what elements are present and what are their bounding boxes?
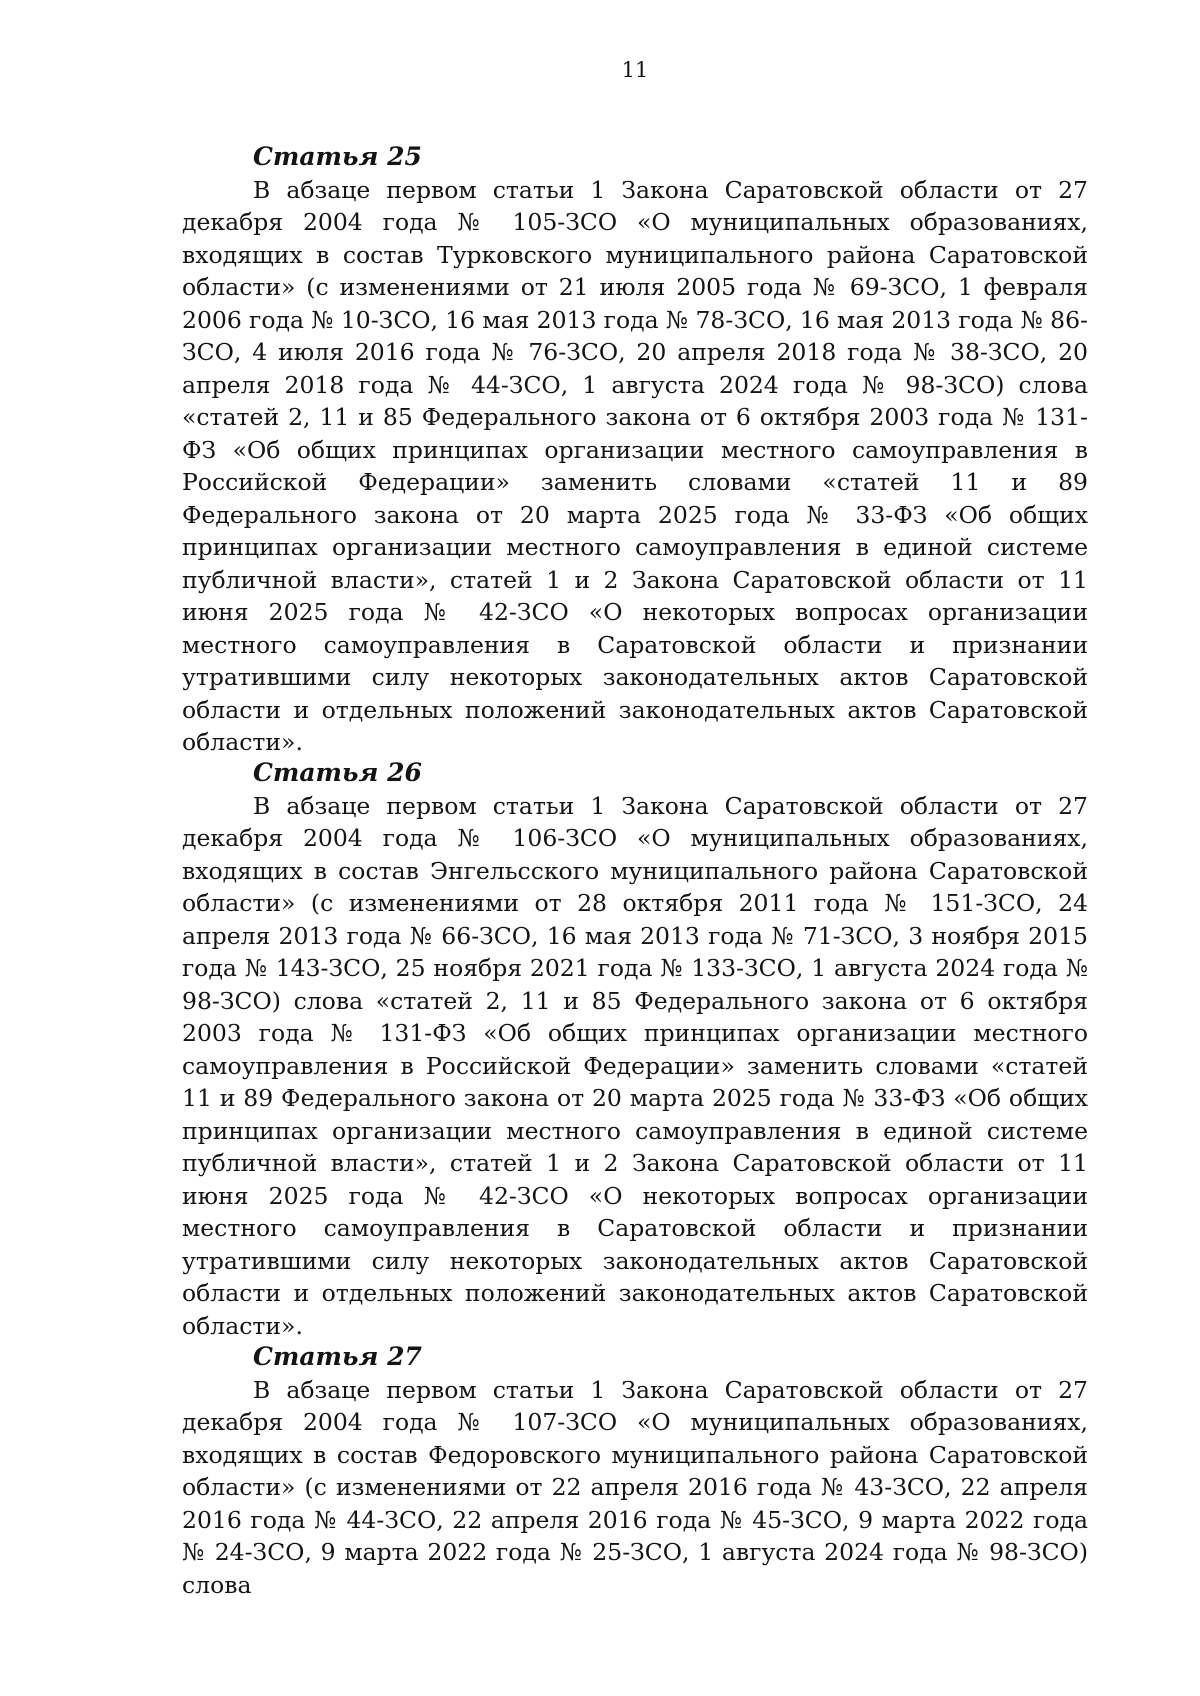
page-number: 11	[621, 58, 649, 82]
article-title: Статья 27	[253, 1342, 422, 1371]
article-title: Статья 25	[253, 142, 422, 171]
article-27	[182, 1341, 1088, 1601]
article-25	[182, 141, 1088, 759]
article-body: В абзаце первом статьи 1 Закона Саратовской области от 27 декабря 2004 года № 107-ЗСО «О муниципальных образованиях, входящих в состав Федоровского муниципального района Саратовской области» (с изменениями от 22 апреля 2016 года № 43-ЗСО, 22 апреля 2016 года № 44-ЗСО, 22 апреля 2016 года № 45-ЗСО, 9 марта 2022 года № 24-ЗСО, 9 марта 2022 года № 25-ЗСО, 1 августа 2024 года № 98-ЗСО) слова	[182, 1375, 1088, 1599]
article-title: Статья 26	[253, 758, 422, 787]
article-body: В абзаце первом статьи 1 Закона Саратовской области от 27 декабря 2004 года № 106-ЗСО «О муниципальных образованиях, входящих в состав Энгельсского муниципального района Саратовской области» (с изменениями от 28 октября 2011 года № 151-ЗСО, 24 апреля 2013 года № 66-ЗСО, 16 мая 2013 года № 71-ЗСО, 3 ноября 2015 года № 143-ЗСО, 25 ноября 2021 года № 133-ЗСО, 1 августа 2024 года № 98-ЗСО) слова «статей 2, 11 и 85 Федерального закона от 6 октября 2003 года № 131-ФЗ «Об общих принципах организации местного самоуправления в Российской Федерации» заменить словами «статей 11 и 89 Федерального закона от 20 марта 2025 года № 33-ФЗ «Об общих принципах организации местного самоуправления в единой системе публичной власти», статей 1 и 2 Закона Саратовской области от 11 июня 2025 года № 42-ЗСО «О некоторых вопросах организации местного самоуправления в Саратовской области и признании утратившими силу некоторых законодательных актов Саратовской области и отдельных положений законодательных актов Саратовской области».	[182, 791, 1088, 1340]
article-26	[182, 757, 1088, 1342]
article-body: В абзаце первом статьи 1 Закона Саратовской области от 27 декабря 2004 года № 105-ЗСО «О муниципальных образованиях, входящих в состав Турковского муниципального района Саратовской области» (с изменениями от 21 июля 2005 года № 69-ЗСО, 1 февраля 2006 года № 10-ЗСО, 16 мая 2013 года № 78-ЗСО, 16 мая 2013 года № 86-ЗСО, 4 июля 2016 года № 76-ЗСО, 20 апреля 2018 года № 38-ЗСО, 20 апреля 2018 года № 44-ЗСО, 1 августа 2024 года № 98-ЗСО) слова «статей 2, 11 и 85 Федерального закона от 6 октября 2003 года № 131-ФЗ «Об общих принципах организации местного самоуправления в Российской Федерации» заменить словами «статей 11 и 89 Федерального закона от 20 марта 2025 года № 33-ФЗ «Об общих принципах организации местного самоуправления в единой системе публичной власти», статей 1 и 2 Закона Саратовской области от 11 июня 2025 года № 42-ЗСО «О некоторых вопросах организации местного самоуправления в Саратовской области и признании утратившими силу некоторых законодательных актов Саратовской области и отдельных положений законодательных актов Саратовской области».	[182, 175, 1088, 756]
